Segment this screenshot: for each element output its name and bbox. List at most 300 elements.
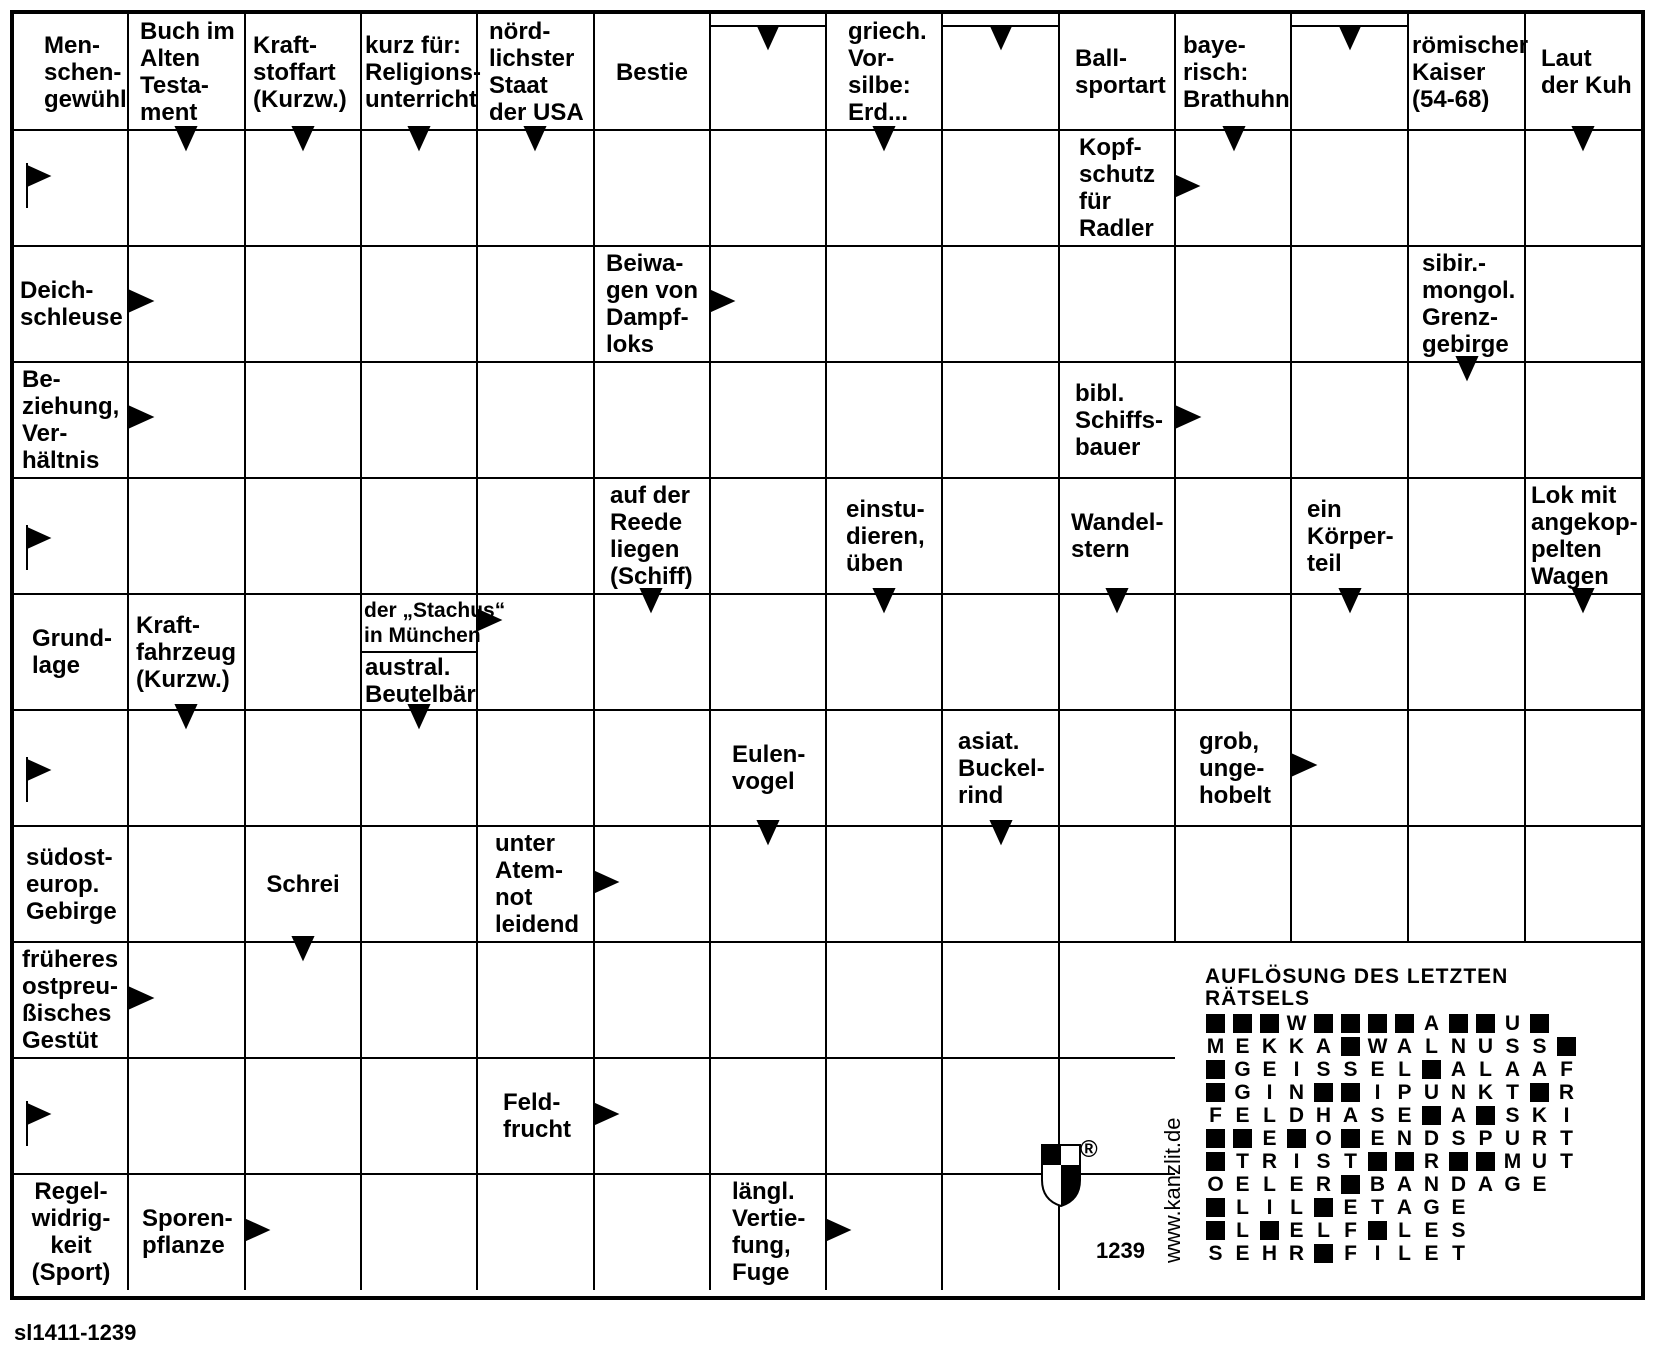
clue-text: einstu- [846, 495, 925, 523]
arrow-right-icon [1293, 755, 1315, 775]
clue-text: Laut [1541, 45, 1592, 72]
clue-text: Beiwa- [606, 250, 684, 277]
solution-block [1391, 1150, 1418, 1173]
solution-block [1202, 1012, 1229, 1035]
solution-letter: I [1266, 1195, 1273, 1219]
clue-text: stern [1071, 536, 1130, 563]
arrow-right-icon [711, 291, 733, 311]
clue-text: Atem- [495, 857, 564, 884]
clue-text: Körper- [1307, 522, 1394, 550]
clue-text: europ. [26, 870, 100, 898]
solution-title: AUFLÖSUNG DES LETZTEN [1205, 965, 1509, 988]
solution-block [1337, 1081, 1364, 1104]
solution-letter: R [1423, 1149, 1440, 1173]
solution-letter: A [1450, 1103, 1467, 1127]
clue-cell [128, 594, 245, 710]
clue-text: ziehung, [22, 393, 120, 420]
solution-letter: E [1370, 1057, 1385, 1081]
arrow-right-icon [595, 1104, 617, 1124]
clue-text: Brathuhn [1183, 85, 1290, 113]
solution-block [1202, 1058, 1229, 1081]
clue-text: silbe: [848, 72, 911, 99]
clue-cell [1525, 14, 1641, 130]
solution-row [1202, 1081, 1625, 1104]
solution-letter: O [1207, 1172, 1224, 1196]
clue-text: (Kurzw.) [136, 665, 230, 693]
clue-text: in München [364, 624, 481, 647]
solution-letter: S [1505, 1034, 1520, 1058]
clue-text: Kaiser [1412, 58, 1486, 86]
clue-cell [1175, 14, 1291, 130]
clue-cell [477, 14, 594, 130]
clue-cell [710, 1174, 826, 1290]
clue-text: Lok mit [1531, 482, 1617, 509]
clue-text: Beutelbär [365, 681, 476, 708]
solution-letter: A [1477, 1172, 1494, 1196]
clue-text: stoffart [253, 58, 336, 86]
solution-letter: T [1560, 1126, 1573, 1150]
solution-letter: T [1506, 1080, 1519, 1104]
solution-letter: F [1344, 1241, 1357, 1265]
solution-letter: S [1505, 1103, 1520, 1127]
solution-letter: E [1343, 1195, 1358, 1219]
solution-letter: N [1396, 1126, 1413, 1150]
clue-text: frucht [503, 1116, 571, 1143]
clue-text: Kraft- [253, 31, 317, 59]
clue-text: fung, [732, 1232, 791, 1259]
solution-letter: L [1398, 1241, 1411, 1265]
clue-text: Alten [140, 45, 200, 72]
solution-letter: I [1374, 1080, 1381, 1104]
clue-cell [1291, 478, 1408, 594]
solution-block [1283, 1127, 1310, 1150]
arrow-down-icon [874, 127, 894, 149]
solution-letter: E [1424, 1241, 1439, 1265]
solution-letter: D [1450, 1172, 1467, 1196]
clue-text: Bestie [615, 58, 689, 86]
solution-row [1202, 1219, 1625, 1242]
arrow-right-icon [130, 291, 152, 311]
solution-letter: A [1531, 1057, 1548, 1081]
solution-block [1229, 1127, 1256, 1150]
solution-letter: A [1504, 1057, 1521, 1081]
arrow-right-icon [130, 407, 152, 427]
clue-text: der Kuh [1541, 72, 1632, 99]
clue-text: sportart [1075, 72, 1166, 99]
clue-text: angekop- [1531, 509, 1638, 536]
clue-text: Staat [489, 72, 548, 99]
clue-text: dieren, [846, 522, 925, 550]
clue-text: rind [958, 781, 1004, 809]
solution-letter: E [1235, 1103, 1250, 1127]
solution-block [1229, 1012, 1256, 1035]
solution-block [1310, 1196, 1337, 1219]
solution-letter: A [1396, 1195, 1413, 1219]
solution-letter: N [1450, 1034, 1467, 1058]
clue-cell [477, 826, 594, 942]
clue-text: (Sport) [31, 1259, 111, 1286]
clue-text: bibl. [1075, 379, 1125, 407]
solution-letter: R [1288, 1241, 1305, 1265]
clue-cell [826, 14, 942, 130]
solution-letter: E [1424, 1218, 1439, 1242]
solution-letter: U [1504, 1126, 1521, 1150]
solution-letter: A [1423, 1011, 1440, 1035]
solution-block [1391, 1012, 1418, 1035]
clue-text: Religions- [365, 58, 482, 86]
clue-cell [14, 942, 128, 1058]
arrow-right-icon [827, 1220, 849, 1240]
solution-letter: S [1316, 1057, 1331, 1081]
solution-row [1202, 1058, 1625, 1081]
clue-cell [128, 14, 245, 130]
solution-letter: S [1370, 1103, 1385, 1127]
start-arrow-icon [27, 757, 49, 802]
clue-text: gen von [606, 277, 699, 304]
clue-text: Eulen- [732, 741, 806, 768]
clue-text: Kraft- [136, 611, 200, 639]
clue-text: Buckel- [958, 754, 1045, 782]
solution-block [1310, 1081, 1337, 1104]
clue-text: risch: [1183, 58, 1249, 86]
puzzle-number: 1239 [1096, 1238, 1145, 1263]
solution-block [1256, 1012, 1283, 1035]
arrow-right-icon [1177, 407, 1199, 427]
solution-block [1337, 1035, 1364, 1058]
solution-letter: E [1289, 1218, 1304, 1242]
start-arrow-icon [27, 1101, 49, 1146]
clue-cell [1059, 478, 1175, 594]
solution-letter: E [1397, 1103, 1412, 1127]
solution-row [1202, 1127, 1625, 1150]
solution-block [1472, 1150, 1499, 1173]
solution-row [1202, 1173, 1625, 1196]
clue-text: römischer [1412, 31, 1529, 59]
solution-block [1202, 1196, 1229, 1219]
solution-block [1364, 1150, 1391, 1173]
clue-text: auf der [610, 482, 691, 509]
clue-cell [14, 826, 128, 942]
solution-letter: D [1288, 1103, 1305, 1127]
clue-text: mongol. [1422, 277, 1516, 304]
clue-text: Vertie- [732, 1205, 806, 1232]
clue-cell [1059, 130, 1175, 246]
solution-block [1202, 1127, 1229, 1150]
clue-cell [128, 1174, 245, 1290]
clue-text: grob, [1199, 727, 1259, 755]
clue-cell [1059, 14, 1175, 130]
solution-block [1337, 1012, 1364, 1035]
clue-text: ostpreu- [22, 973, 118, 1000]
clue-text: Vor- [848, 45, 895, 72]
clue-cell [361, 594, 506, 652]
solution-letter: S [1343, 1057, 1358, 1081]
solution-block [1310, 1242, 1337, 1265]
clue-text: Fuge [732, 1259, 790, 1286]
solution-letter: G [1504, 1172, 1521, 1196]
arrow-down-icon [525, 127, 545, 149]
solution-letter: O [1315, 1126, 1332, 1150]
clue-text: teil [1307, 549, 1342, 577]
clue-text: Testa- [140, 72, 209, 99]
clue-text: Sporen- [142, 1205, 233, 1232]
registered-mark: ® [1080, 1136, 1098, 1163]
clue-text: austral. [365, 654, 451, 681]
solution-letter: L [1398, 1218, 1411, 1242]
clue-text: Schiffs- [1075, 406, 1164, 434]
clue-cell [594, 14, 710, 130]
clue-text: leidend [495, 911, 580, 938]
clue-text: ßisches [22, 1000, 112, 1027]
solution-letter: F [1209, 1103, 1222, 1127]
clue-text: Grund- [32, 625, 112, 652]
clue-text: kurz für: [365, 31, 461, 59]
solution-letter: E [1532, 1172, 1547, 1196]
solution-letter: P [1397, 1080, 1412, 1104]
clue-cell [826, 478, 942, 594]
solution-letter: L [1263, 1103, 1276, 1127]
clue-text: pflanze [142, 1232, 225, 1259]
footer-code: sl1411-1239 [14, 1320, 137, 1345]
solution-letter: I [1266, 1080, 1273, 1104]
clue-cell [361, 14, 482, 130]
clue-text: Grenz- [1422, 304, 1499, 331]
clue-text: keit [50, 1232, 92, 1259]
solution-block [1418, 1058, 1445, 1081]
solution-letter: T [1344, 1149, 1357, 1173]
solution-letter: E [1235, 1034, 1250, 1058]
clue-text: griech. [848, 18, 927, 45]
solution-letter: E [1235, 1172, 1250, 1196]
clue-cell [477, 1058, 594, 1174]
solution-block [1472, 1012, 1499, 1035]
solution-row [1202, 1035, 1625, 1058]
start-arrow-icon [27, 525, 49, 570]
clue-text: für [1079, 188, 1111, 215]
clue-text: früheres [22, 946, 119, 973]
solution-letter: M [1503, 1149, 1522, 1173]
clue-cell [1408, 246, 1525, 362]
clue-text: üben [846, 549, 904, 577]
arrow-down-icon [1224, 127, 1244, 149]
solution-row [1202, 1104, 1625, 1127]
solution-letter: L [1236, 1218, 1249, 1242]
solution-letter: L [1290, 1195, 1303, 1219]
solution-letter: M [1206, 1034, 1225, 1058]
clue-text: Wandel- [1071, 509, 1164, 536]
clue-cell [245, 14, 361, 130]
clue-text: Ver- [22, 420, 68, 447]
clue-cell [361, 652, 477, 710]
clue-text: Erd... [848, 99, 909, 126]
solution-letter: L [1317, 1218, 1330, 1242]
solution-letter: A [1342, 1103, 1359, 1127]
solution-letter: D [1423, 1126, 1440, 1150]
clue-text: Be- [22, 366, 61, 393]
solution-letter: B [1369, 1172, 1386, 1196]
clue-text: gebirge [1422, 331, 1509, 358]
solution-letter: U [1531, 1149, 1548, 1173]
solution-block [1337, 1127, 1364, 1150]
solution-letter: L [1479, 1057, 1492, 1081]
solution-letter: A [1450, 1057, 1467, 1081]
arrow-right-icon [595, 872, 617, 892]
clue-text: Dampf- [606, 304, 689, 331]
website-link[interactable]: www.kanzlit.de [1160, 1117, 1185, 1263]
solution-block [1202, 1150, 1229, 1173]
solution-block [1337, 1173, 1364, 1196]
solution-letter: U [1423, 1080, 1440, 1104]
solution-letter: L [1425, 1034, 1438, 1058]
arrow-down-icon [1340, 26, 1360, 48]
solution-letter: R [1531, 1126, 1548, 1150]
solution-row [1202, 1196, 1625, 1219]
solution-letter: L [1263, 1172, 1276, 1196]
clue-text: unter [495, 830, 555, 857]
clue-text: loks [606, 331, 655, 358]
solution-grid [1205, 1012, 1625, 1265]
clue-text: lage [32, 652, 81, 679]
clue-text: Buch im [140, 18, 235, 45]
solution-letter: E [1262, 1057, 1277, 1081]
clue-text: südost- [26, 843, 113, 871]
solution-letter: S [1532, 1034, 1547, 1058]
arrow-down-icon [176, 127, 196, 149]
solution-letter: H [1315, 1103, 1332, 1127]
solution-letter: N [1288, 1080, 1305, 1104]
solution-letter: S [1451, 1126, 1466, 1150]
solution-letter: W [1286, 1011, 1307, 1035]
clue-text: hältnis [22, 447, 100, 474]
solution-block [1418, 1104, 1445, 1127]
clue-cell [1525, 478, 1641, 594]
clue-cell [245, 826, 361, 942]
clue-cell [14, 594, 128, 710]
clue-text: schen- [44, 58, 122, 86]
clue-text: Ball- [1075, 45, 1128, 72]
clue-text: ment [140, 99, 198, 126]
clue-text: (Schiff) [610, 563, 693, 590]
clue-text: Kopf- [1079, 134, 1142, 161]
solution-row [1202, 1242, 1625, 1265]
solution-letter: K [1477, 1080, 1494, 1104]
solution-block [1310, 1012, 1337, 1035]
solution-letter: W [1367, 1034, 1388, 1058]
solution-letter: H [1261, 1241, 1278, 1265]
clue-text: Deich- [20, 277, 94, 304]
solution-block [1445, 1150, 1472, 1173]
solution-letter: I [1374, 1241, 1381, 1265]
clue-cell [594, 478, 710, 594]
solution-block [1202, 1219, 1229, 1242]
clue-text: vogel [732, 768, 795, 795]
start-arrow-icon [27, 163, 49, 208]
clue-text: der „Stachus“ [364, 599, 506, 622]
solution-letter: I [1293, 1057, 1300, 1081]
solution-block [1553, 1035, 1580, 1058]
solution-letter: N [1450, 1080, 1467, 1104]
solution-letter: G [1423, 1195, 1440, 1219]
clue-text: nörd- [489, 18, 551, 45]
solution-title-line2: RÄTSELS [1205, 987, 1311, 1010]
arrow-down-icon [758, 26, 778, 48]
clue-text: fahrzeug [136, 638, 237, 666]
clue-cell [14, 246, 128, 362]
clue-text: baye- [1183, 31, 1246, 59]
solution-letter: S [1316, 1149, 1331, 1173]
clue-text: längl. [732, 1178, 795, 1205]
clue-cell [594, 246, 710, 362]
clue-text: lichster [489, 45, 575, 72]
clue-text: unterricht [365, 85, 478, 113]
clue-text: Feld- [503, 1089, 561, 1116]
clue-text: asiat. [958, 727, 1020, 755]
solution-letter: L [1236, 1195, 1249, 1219]
clue-text: Men- [44, 31, 100, 59]
solution-panel [1205, 966, 1625, 1265]
solution-block [1364, 1219, 1391, 1242]
solution-block [1364, 1012, 1391, 1035]
clue-text: Gestüt [22, 1027, 99, 1054]
solution-letter: S [1208, 1241, 1223, 1265]
arrow-down-icon [293, 127, 313, 149]
arrow-down-icon [409, 127, 429, 149]
solution-letter: E [1235, 1241, 1250, 1265]
solution-letter: R [1558, 1080, 1575, 1104]
arrow-down-icon [1573, 127, 1593, 149]
clue-text: (Kurzw.) [253, 85, 347, 113]
solution-letter: N [1423, 1172, 1440, 1196]
clue-text: Radler [1079, 215, 1154, 242]
solution-letter: L [1398, 1057, 1411, 1081]
clue-text: Regel- [34, 1178, 108, 1205]
clue-text: schutz [1079, 161, 1156, 188]
solution-letter: G [1234, 1057, 1251, 1081]
clue-text: Wagen [1531, 563, 1609, 590]
clue-text: hobelt [1199, 781, 1271, 809]
solution-letter: T [1560, 1149, 1573, 1173]
clue-text: ein [1307, 495, 1342, 523]
solution-letter: K [1261, 1034, 1278, 1058]
clue-cell [1059, 362, 1175, 478]
clue-cell [1175, 710, 1291, 826]
solution-letter: T [1236, 1149, 1249, 1173]
solution-letter: T [1371, 1195, 1384, 1219]
solution-letter: R [1261, 1149, 1278, 1173]
solution-letter: U [1477, 1034, 1494, 1058]
clue-text: bauer [1075, 433, 1141, 461]
solution-block [1202, 1081, 1229, 1104]
clue-text: (54-68) [1412, 85, 1490, 113]
solution-letter: A [1396, 1172, 1413, 1196]
clue-cell [1408, 14, 1529, 130]
clue-text: schleuse [20, 304, 123, 331]
clue-cell [942, 710, 1059, 826]
solution-letter: R [1315, 1172, 1332, 1196]
clue-text: not [495, 884, 533, 911]
solution-letter: U [1504, 1011, 1521, 1035]
solution-row [1202, 1150, 1625, 1173]
solution-letter: E [1289, 1172, 1304, 1196]
solution-letter: F [1560, 1057, 1573, 1081]
solution-letter: A [1396, 1034, 1413, 1058]
solution-letter: E [1451, 1195, 1466, 1219]
clue-text: Gebirge [26, 897, 117, 925]
solution-letter: I [1293, 1149, 1300, 1173]
clue-text: sibir.- [1422, 250, 1487, 277]
clue-text: der USA [489, 99, 584, 126]
solution-letter: P [1478, 1126, 1493, 1150]
